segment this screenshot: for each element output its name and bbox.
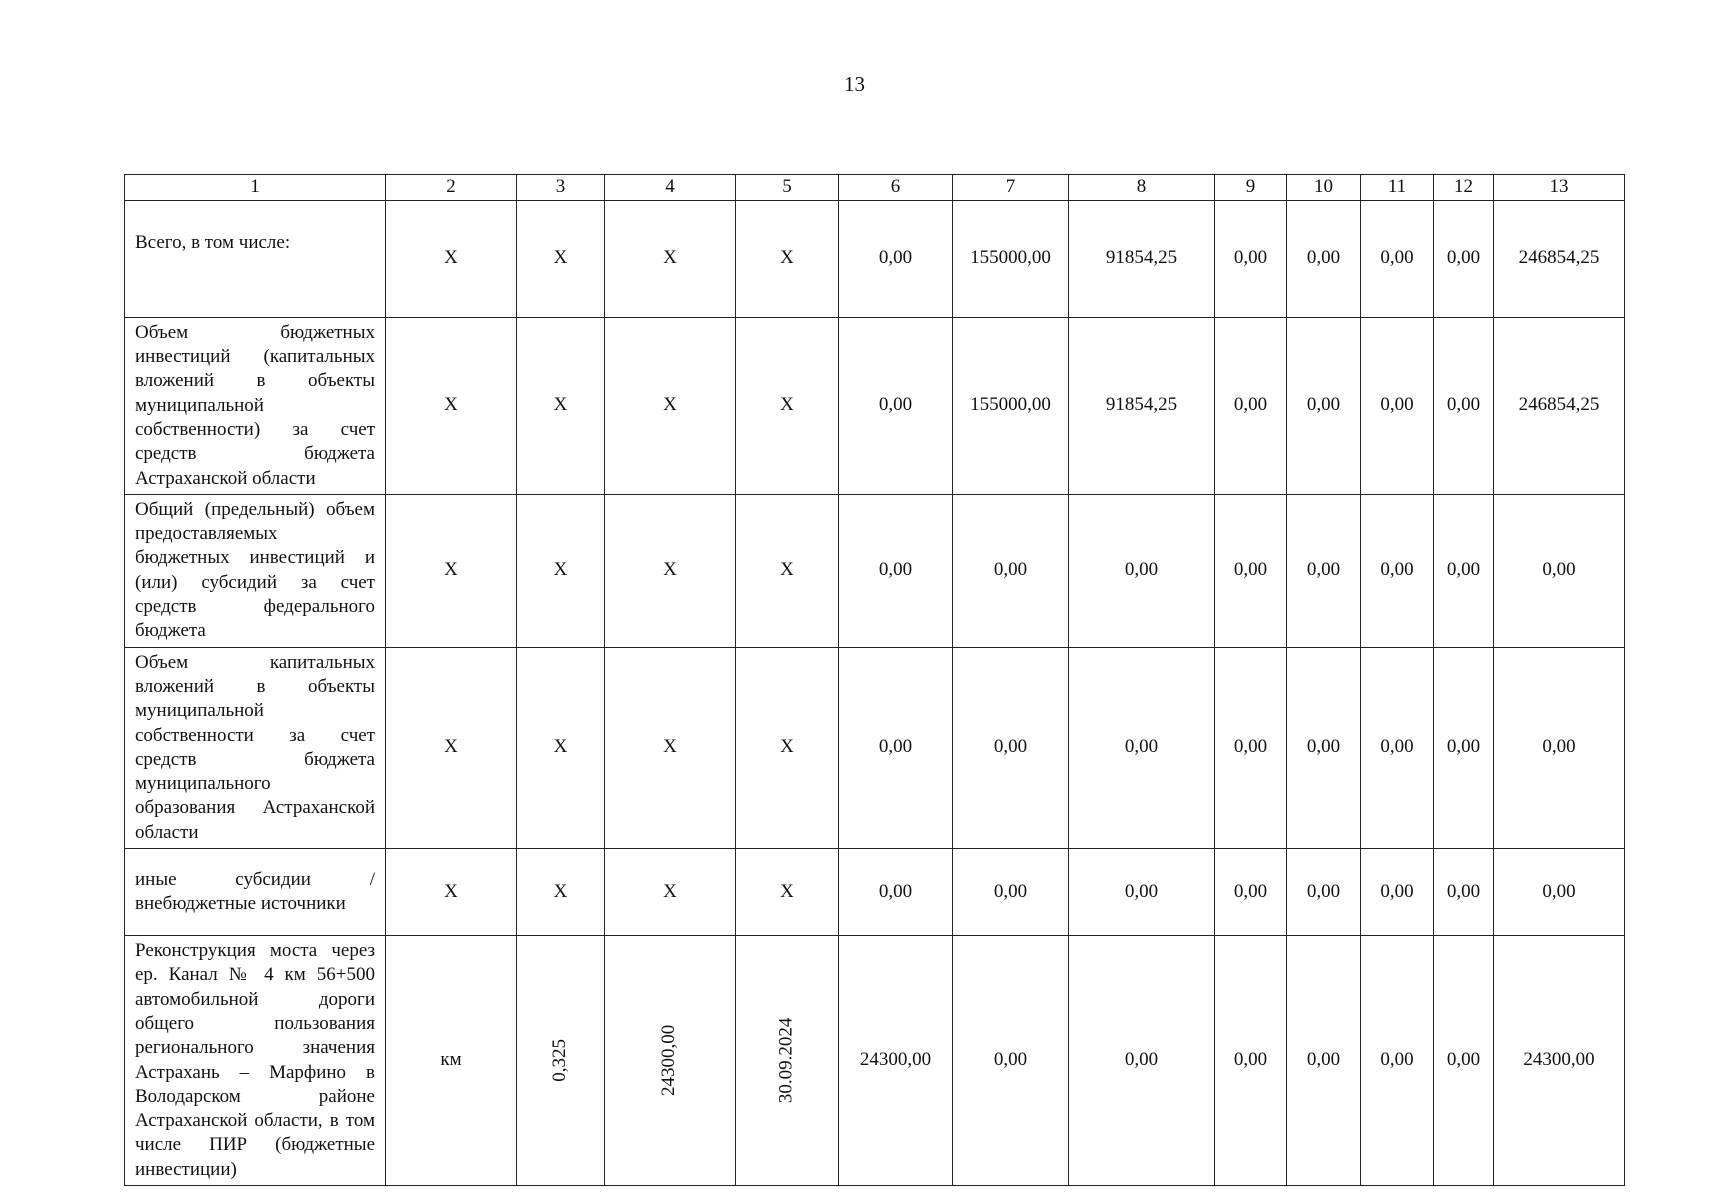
table-cell: 246854,25 xyxy=(1494,317,1625,494)
table-cell: 0,00 xyxy=(1215,200,1287,317)
table-cell: X xyxy=(736,647,839,848)
table-cell: X xyxy=(386,494,517,647)
column-header: 13 xyxy=(1494,175,1625,201)
table-cell xyxy=(517,936,605,1186)
table-cell: 0,00 xyxy=(1494,849,1625,936)
column-header: 9 xyxy=(1215,175,1287,201)
rotated-cell-text: 24300,00 xyxy=(658,1024,680,1097)
table-cell: км xyxy=(386,936,517,1186)
table-cell: 0,00 xyxy=(1434,200,1494,317)
table-cell: 0,00 xyxy=(839,647,953,848)
table-cell: X xyxy=(605,317,736,494)
column-header: 3 xyxy=(517,175,605,201)
page-number: 13 xyxy=(844,72,865,96)
table-cell: X xyxy=(517,200,605,317)
column-header: 11 xyxy=(1361,175,1434,201)
table-cell: X xyxy=(386,200,517,317)
table-cell: X xyxy=(517,849,605,936)
table-cell: 155000,00 xyxy=(953,200,1069,317)
table-cell: X xyxy=(386,317,517,494)
table-cell: 0,00 xyxy=(1361,200,1434,317)
table-cell: X xyxy=(736,849,839,936)
table-cell: 24300,00 xyxy=(839,936,953,1186)
row-label: иные субсидии / внебюджетные источники xyxy=(125,849,386,936)
table-cell: 0,00 xyxy=(1361,849,1434,936)
table-cell: 0,00 xyxy=(953,494,1069,647)
column-header: 12 xyxy=(1434,175,1494,201)
table-cell: X xyxy=(736,494,839,647)
table-cell: X xyxy=(605,494,736,647)
table-row xyxy=(125,849,1625,936)
table-row xyxy=(125,200,1625,317)
table-cell: 0,00 xyxy=(1361,647,1434,848)
table-cell: X xyxy=(736,200,839,317)
table-cell: 0,00 xyxy=(1434,317,1494,494)
row-label: Всего, в том числе: xyxy=(125,200,386,317)
table-cell: 91854,25 xyxy=(1069,317,1215,494)
table-cell: X xyxy=(517,494,605,647)
table-cell: 0,00 xyxy=(1361,317,1434,494)
table-cell: 0,00 xyxy=(1287,494,1361,647)
row-label: Реконструкция моста через ер. Канал № 4 км 56+500 автомобильной дороги общего пользования регионального значения Астрахань – Марфино в Володарском районе Астраханской области, в том числе ПИР (бюджетные инвестиции) xyxy=(125,936,386,1186)
row-label: Объем бюджетных инвестиций (капитальных вложений в объекты муниципальной собственности) за счет средств бюджета Астраханской области xyxy=(125,317,386,494)
table-cell: 0,00 xyxy=(839,200,953,317)
table-cell: 0,00 xyxy=(839,849,953,936)
table-cell: X xyxy=(517,317,605,494)
table-cell: 0,00 xyxy=(1069,494,1215,647)
table-cell: X xyxy=(605,647,736,848)
table-row xyxy=(125,647,1625,848)
column-header: 6 xyxy=(839,175,953,201)
table-cell: 0,00 xyxy=(953,647,1069,848)
column-header: 4 xyxy=(605,175,736,201)
table-cell: 0,00 xyxy=(953,849,1069,936)
table-cell: 0,00 xyxy=(1434,849,1494,936)
table-row xyxy=(125,936,1625,1186)
table-cell: 0,00 xyxy=(953,936,1069,1186)
table-row xyxy=(125,494,1625,647)
table-cell: 0,00 xyxy=(1215,647,1287,848)
row-label: Общий (предельный) объем предоставляемых бюджетных инвестиций и (или) субсидий за счет средств федерального бюджета xyxy=(125,494,386,647)
table-cell: 0,00 xyxy=(1287,200,1361,317)
table-cell: 91854,25 xyxy=(1069,200,1215,317)
table-cell: X xyxy=(517,647,605,848)
column-header: 5 xyxy=(736,175,839,201)
table-cell: 155000,00 xyxy=(953,317,1069,494)
table-cell: 0,00 xyxy=(839,494,953,647)
table-cell: 0,00 xyxy=(839,317,953,494)
table-cell: 0,00 xyxy=(1494,494,1625,647)
table-cell: 0,00 xyxy=(1287,849,1361,936)
table-cell: 0,00 xyxy=(1215,936,1287,1186)
table-cell: 0,00 xyxy=(1494,647,1625,848)
table-cell xyxy=(605,936,736,1186)
budget-table xyxy=(124,174,1625,1186)
row-label: Объем капитальных вложений в объекты муниципальной собственности за счет средств бюджета муниципального образования Астраханской области xyxy=(125,647,386,848)
column-header: 2 xyxy=(386,175,517,201)
table-cell: 0,00 xyxy=(1434,494,1494,647)
rotated-cell-text: 0,325 xyxy=(549,1039,571,1082)
table-cell: 0,00 xyxy=(1434,936,1494,1186)
table-cell: 0,00 xyxy=(1069,849,1215,936)
table-cell: 0,00 xyxy=(1287,317,1361,494)
table-cell: 0,00 xyxy=(1215,494,1287,647)
table-cell: 246854,25 xyxy=(1494,200,1625,317)
table-cell xyxy=(736,936,839,1186)
table-cell: 0,00 xyxy=(1361,494,1434,647)
table-cell: 0,00 xyxy=(1361,936,1434,1186)
table-cell: 0,00 xyxy=(1287,936,1361,1186)
header-row xyxy=(125,175,1625,201)
table-cell: 0,00 xyxy=(1434,647,1494,848)
table-cell: 0,00 xyxy=(1215,849,1287,936)
table-cell: X xyxy=(605,200,736,317)
column-header: 1 xyxy=(125,175,386,201)
table-cell: 0,00 xyxy=(1287,647,1361,848)
column-header: 8 xyxy=(1069,175,1215,201)
table-cell: X xyxy=(386,647,517,848)
column-header: 10 xyxy=(1287,175,1361,201)
table-cell: 0,00 xyxy=(1215,317,1287,494)
column-header: 7 xyxy=(953,175,1069,201)
rotated-cell-text: 30.09.2024 xyxy=(775,1017,797,1104)
table-cell: 0,00 xyxy=(1069,647,1215,848)
table-cell: 24300,00 xyxy=(1494,936,1625,1186)
table-cell: X xyxy=(386,849,517,936)
table-cell: X xyxy=(736,317,839,494)
table-cell: 0,00 xyxy=(1069,936,1215,1186)
table-row xyxy=(125,317,1625,494)
table-cell: X xyxy=(605,849,736,936)
